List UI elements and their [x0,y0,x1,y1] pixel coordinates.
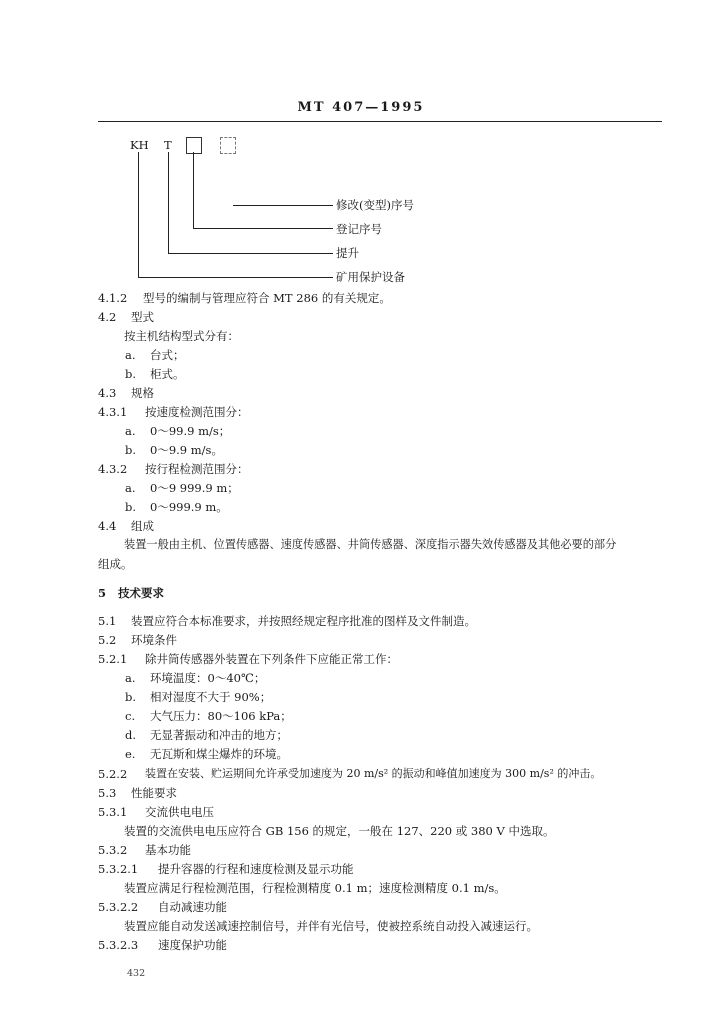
revision-leader-line [233,205,333,206]
clause-number: 4.3.2 [98,462,128,476]
hoist-vertical-line [168,152,169,253]
list-item-text: 环境温度：0～40℃； [150,671,266,685]
paragraph-text: 装置的交流供电电压应符合 GB 156 的规定，一般在 127、220 或 380 V 中选取。 [124,824,555,838]
clause-text: 型式 [131,310,154,324]
clause-text: 装置应符合本标准要求，并按照经规定程序批准的图样及文件制造。 [131,614,476,628]
paragraph-text: 装置应满足行程检测范围，行程检测精度 0.1 m；速度检测精度 0.1 m/s。 [124,881,506,895]
clause-text: 自动减速功能 [158,900,227,914]
clause-number: 5.3 [98,786,117,800]
list-item-text: 0～9 999.9 m； [150,481,239,495]
list-item-text: 无显著振动和冲击的地方； [150,728,288,742]
revision-box [220,137,236,154]
clause-text: 速度保护功能 [158,938,227,952]
list-marker: a. [125,481,136,495]
list-marker: b. [125,500,137,514]
registration-leader-line [193,228,333,229]
list-marker: c. [125,709,136,723]
list-marker: b. [125,367,137,381]
list-marker: b. [125,443,137,457]
clause-text: 按行程检测范围分： [145,462,249,476]
clause-number: 5.3.2.2 [98,900,139,914]
hoist-leader-line [168,253,333,254]
list-item-text: 柜式。 [150,367,185,381]
list-marker: b. [125,690,137,704]
list-item-text: 台式； [150,348,185,362]
clause-text: 装置在安装、贮运期间允许承受加速度为 20 m/s² 的振动和峰值加速度为 300 m/s² 的冲击。 [145,767,602,780]
clause-text: 除井筒传感器外装置在下列条件下应能正常工作： [145,652,398,666]
clause-number: 5.2 [98,633,117,647]
clause-text: 型号的编制与管理应符合 MT 286 的有关规定。 [143,291,391,305]
registration-box [186,137,202,154]
list-item-text: 0～9.9 m/s。 [150,443,223,457]
clause-text: 按速度检测范围分： [145,405,249,419]
list-item-text: 大气压力：80～106 kPa； [150,709,292,723]
clause-text: 性能要求 [131,786,177,800]
list-item-text: 0～99.9 m/s； [150,424,231,438]
clause-number: 5.2.1 [98,652,128,666]
clause-number: 4.3.1 [98,405,128,419]
paragraph-text: 组成。 [98,557,133,571]
label-mine-protection: 矿用保护设备 [336,270,405,284]
label-revision: 修改(变型)序号 [336,198,414,212]
clause-number: 5.1 [98,614,117,628]
mine-leader-line [138,277,333,278]
list-item-text: 0～999.9 m。 [150,500,228,514]
list-item-text: 无瓦斯和煤尘爆炸的环境。 [150,747,288,761]
clause-text: 基本功能 [145,843,191,857]
code-t: T [164,138,172,152]
list-marker: a. [125,424,136,438]
mine-vertical-line [138,152,139,277]
paragraph-text: 装置一般由主机、位置传感器、速度传感器、井筒传感器、深度指示器失效传感器及其他必要的部分 [124,538,617,551]
list-marker: d. [125,728,137,742]
section-title: 技术要求 [118,586,164,600]
clause-number: 5.3.2 [98,843,128,857]
header-rule [98,121,662,122]
clause-number: 5.3.1 [98,805,128,819]
clause-number: 5.3.2.3 [98,938,139,952]
page-header-standard: MT 407—1995 [297,100,425,115]
paragraph-text: 按主机结构型式分有： [124,329,239,343]
clause-text: 规格 [131,386,154,400]
list-item-text: 相对湿度不大于 90%； [150,690,272,704]
clause-text: 环境条件 [131,633,177,647]
code-kh: KH [130,138,149,152]
paragraph-text: 装置应能自动发送减速控制信号，并伴有光信号，使被控系统自动投入减速运行。 [124,919,538,933]
clause-number: 4.2 [98,310,117,324]
list-marker: a. [125,348,136,362]
clause-number: 5.2.2 [98,767,128,781]
clause-text: 组成 [131,519,154,533]
clause-number: 4.1.2 [98,291,128,305]
page-number: 432 [127,968,146,979]
registration-vertical-line [193,152,194,228]
clause-text: 提升容器的行程和速度检测及显示功能 [158,862,354,876]
clause-number: 4.3 [98,386,117,400]
clause-number: 5.3.2.1 [98,862,139,876]
label-registration: 登记序号 [336,222,382,236]
clause-text: 交流供电电压 [145,805,214,819]
list-marker: a. [125,671,136,685]
list-marker: e. [125,747,136,761]
label-hoist: 提升 [336,246,359,260]
clause-number: 4.4 [98,519,117,533]
section-number: 5 [98,586,107,600]
